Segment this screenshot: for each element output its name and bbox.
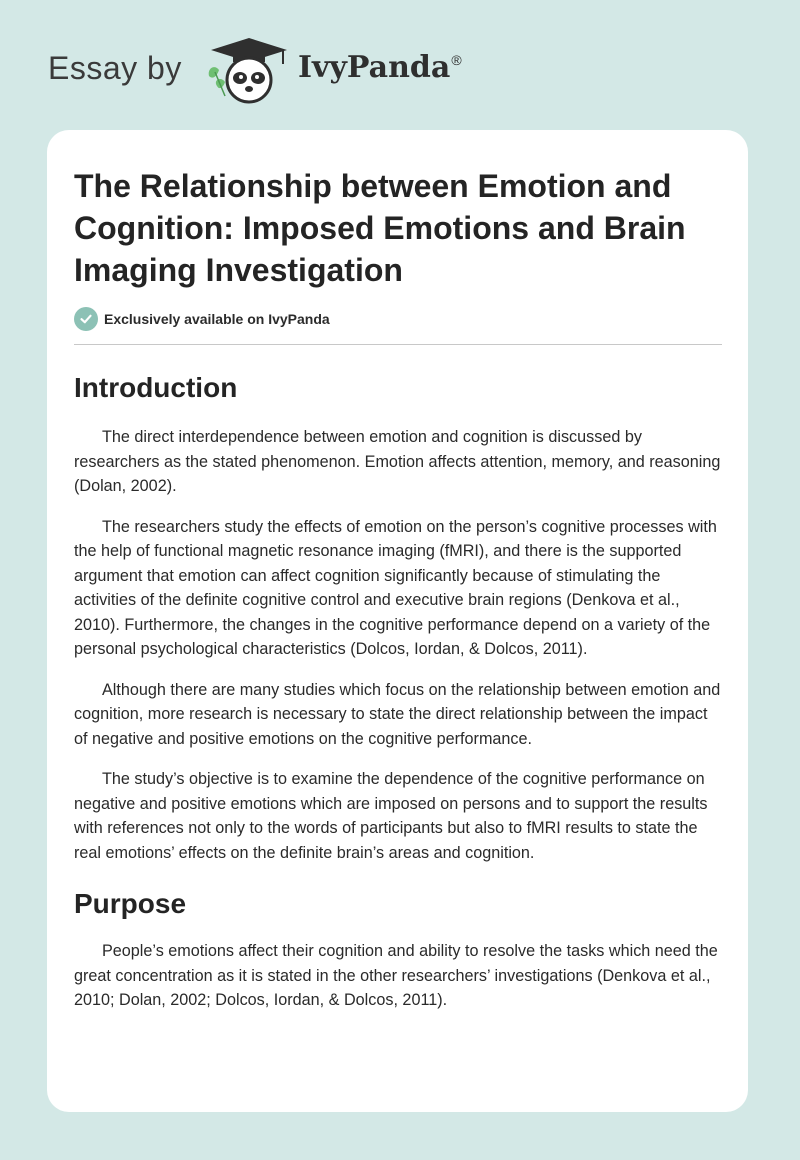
registered-mark: ® — [451, 52, 462, 68]
brand-header — [48, 36, 508, 106]
paragraph: Although there are many studies which focus on the relationship between emotion and cognition, more research is necessary to state the direct relationship between the impact of negative and positive emotions on the cognitive performance. — [74, 680, 721, 748]
exclusive-badge — [74, 306, 722, 332]
essay-card — [47, 130, 748, 1112]
paragraph: People’s emotions affect their cognition and ability to resolve the tasks which need the great concentration as it is stated in the other researchers’ investigations (Denkova et al., 2010; Dolan, 2002; Dolcos, Iordan, & Dolcos, 2011). — [74, 942, 718, 1009]
section-heading-introduction: Introduction — [74, 372, 238, 403]
page-title: The Relationship between Emotion and Cognition: Imposed Emotions and Brain Imaging Investigation — [74, 168, 686, 288]
check-icon — [74, 307, 98, 331]
essay-by-label: Essay by — [48, 50, 182, 86]
paragraph: The researchers study the effects of emotion on the person’s cognitive processes with the help of functional magnetic resonance imaging (fMRI), and there is the supported argument that emotion can affect cognition significantly because of stimulating the activities of the definite cognitive control and executive brain regions (Denkova et al., 2010). Furthermore, the changes in the cognitive performance depend on a variety of the personal psychological characteristics (Dolcos, Iordan, & Dolcos, 2011). — [74, 517, 717, 658]
brand-name[interactable]: IvyPanda® — [298, 50, 462, 85]
divider — [74, 344, 722, 345]
paragraph: The study’s objective is to examine the dependence of the cognitive performance on negative and positive emotions which are imposed on persons and to support the results with references not only to the words of participants but also to fMRI results to state the real emotions’ effects on the definite brain’s areas and cognition. — [74, 770, 708, 862]
exclusive-label: Exclusively available on IvyPanda — [104, 311, 330, 327]
ivypanda-logo-icon[interactable] — [203, 36, 289, 106]
section-heading-purpose: Purpose — [74, 888, 187, 919]
paragraph: The direct interdependence between emotion and cognition is discussed by researchers as the stated phenomenon. Emotion affects attention, memory, and reasoning (Dolan, 2002). — [74, 428, 721, 495]
